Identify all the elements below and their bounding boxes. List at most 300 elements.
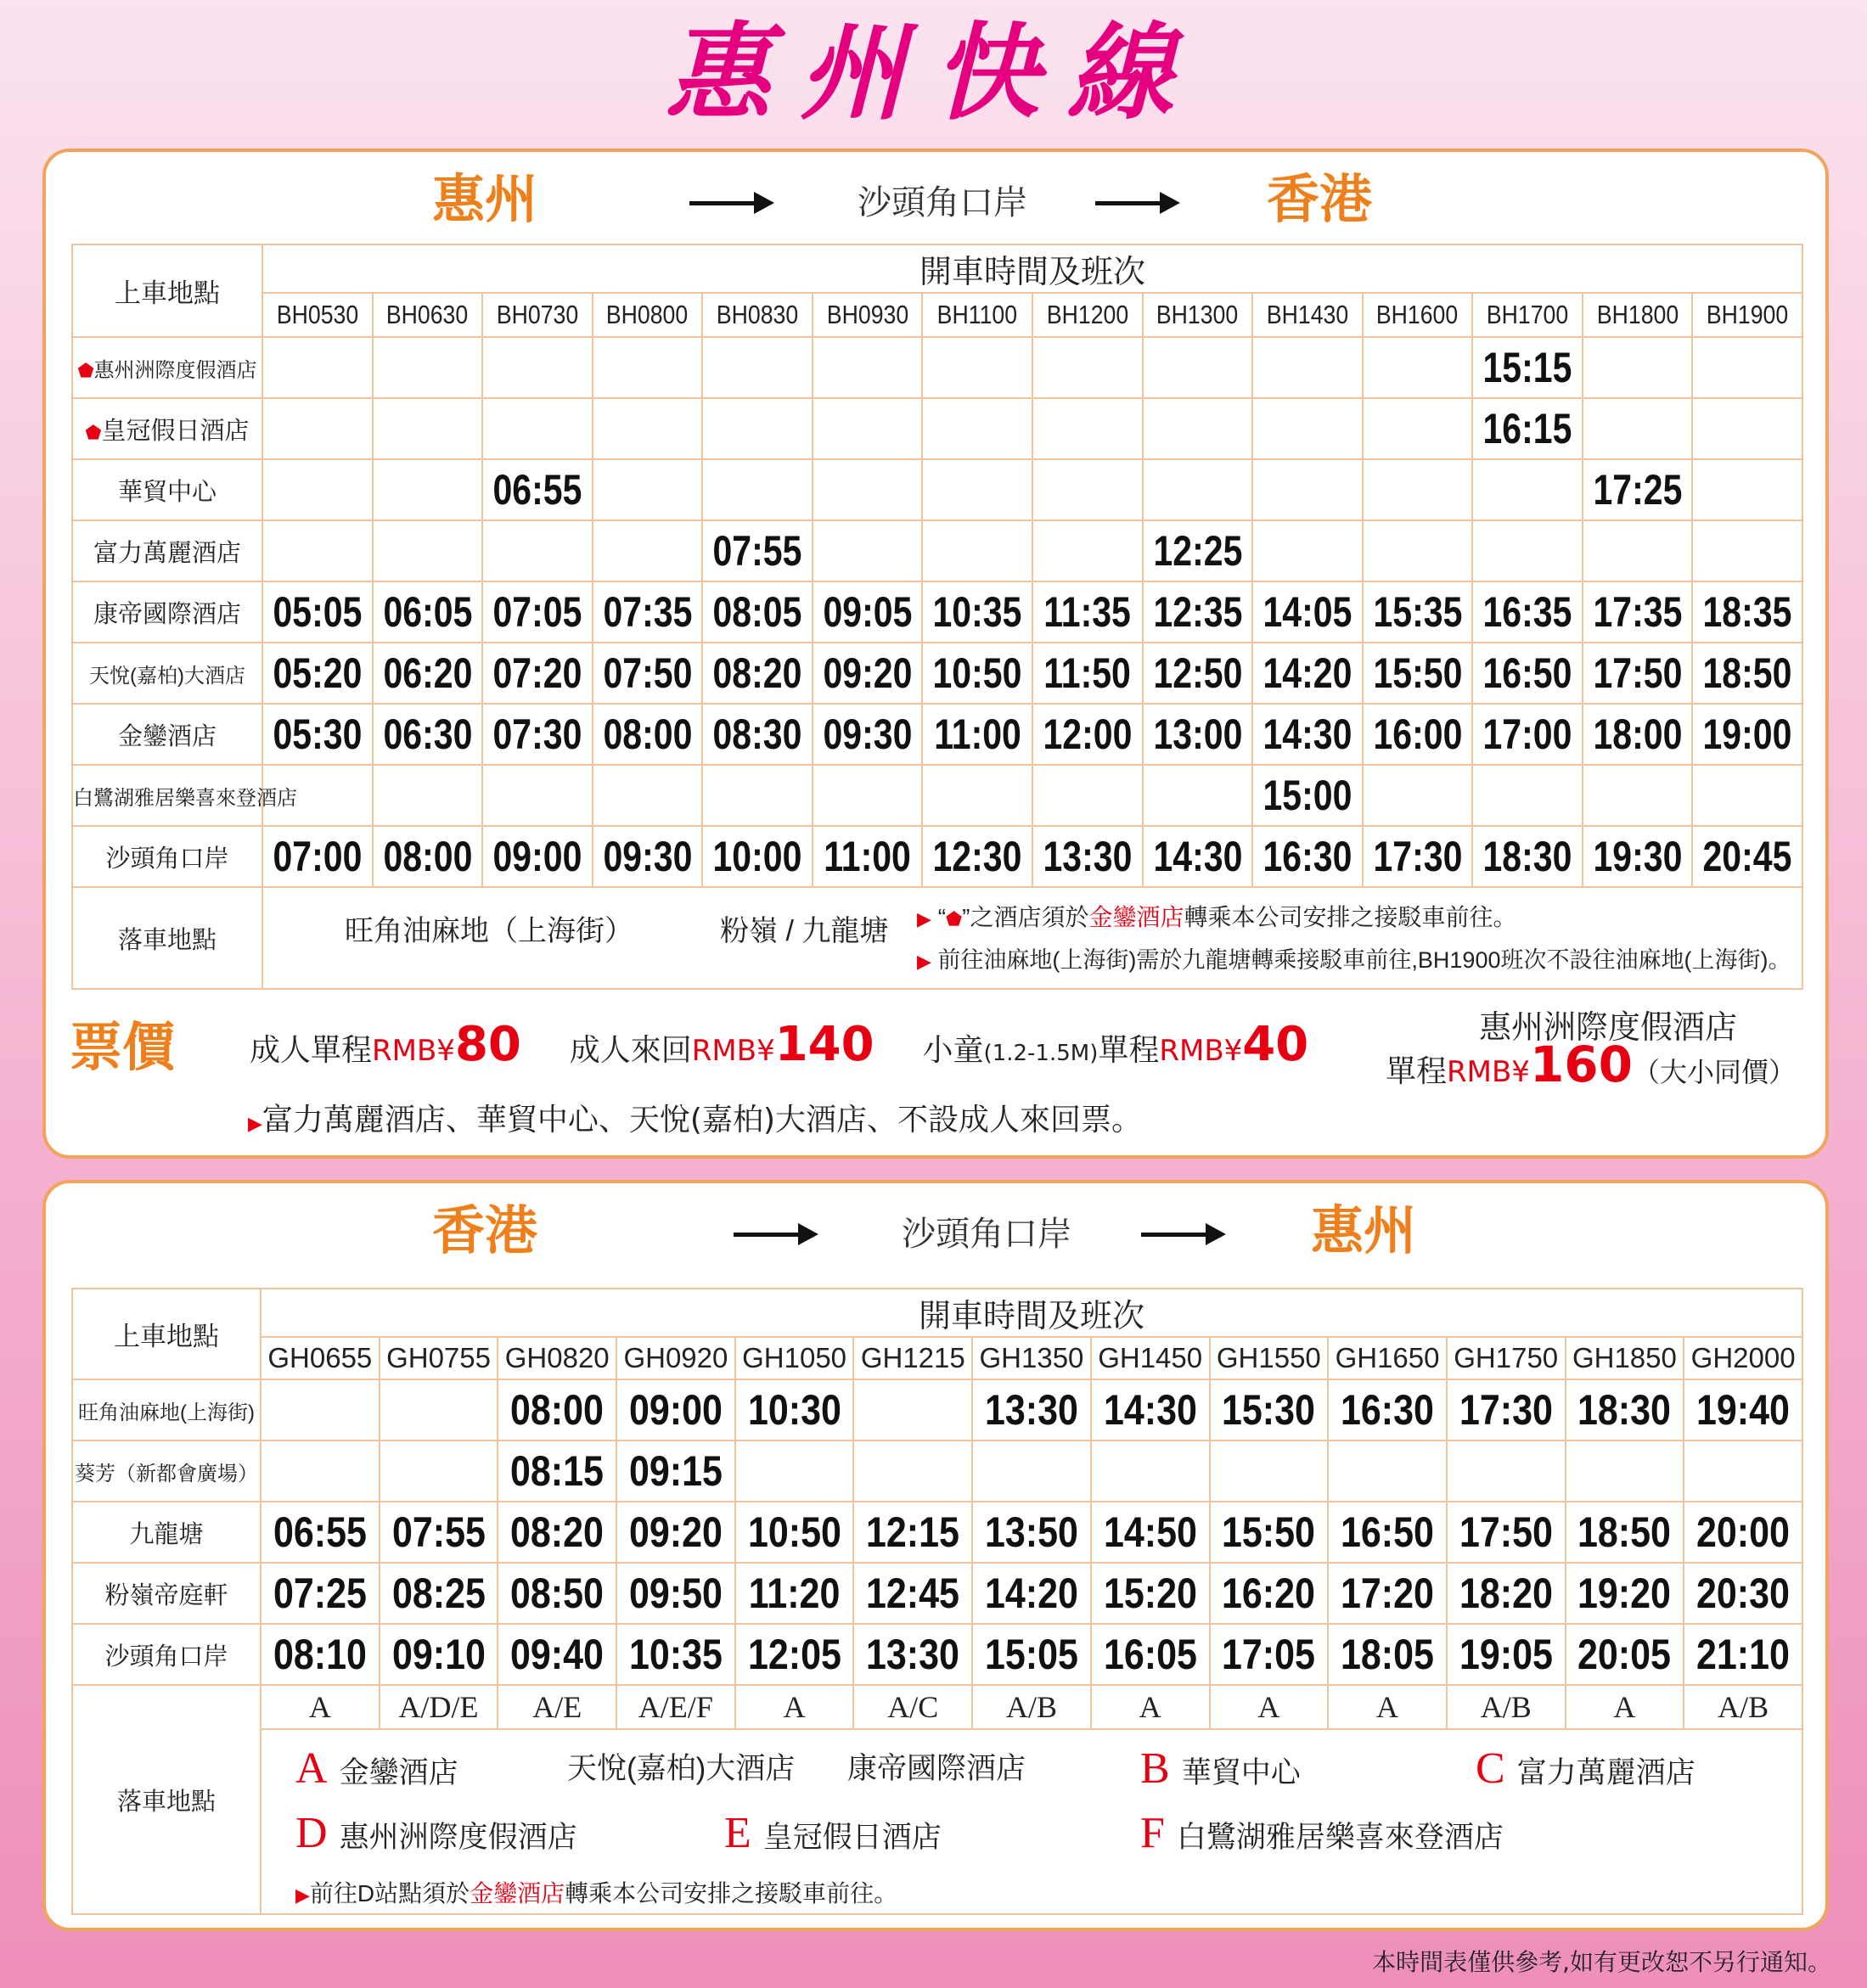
- dropoff-legend: [261, 1729, 1802, 1914]
- departure-time: [482, 826, 593, 887]
- departure-time: [922, 520, 1032, 581]
- time-value: 12:25: [1153, 527, 1242, 575]
- departure-time: [735, 1502, 854, 1563]
- time-value: 15:05: [984, 1631, 1078, 1678]
- departure-time: [1363, 459, 1473, 520]
- time-value: 09:20: [823, 649, 913, 697]
- child-single-price: 40: [1242, 1017, 1309, 1072]
- time-value: 14:05: [1262, 588, 1352, 636]
- trip-code: [1583, 293, 1693, 337]
- departure-time: [373, 581, 483, 643]
- departure-time: [593, 643, 703, 704]
- departure-time: [380, 1624, 498, 1685]
- departure-time: [922, 337, 1032, 398]
- time-value: 08:20: [510, 1508, 605, 1556]
- legend-letter: A: [295, 1744, 328, 1793]
- dropoff-label: 落車地點: [72, 887, 262, 989]
- time-value: 08:10: [273, 1631, 367, 1678]
- time-value: 17:00: [1482, 710, 1572, 758]
- fare-note: [248, 1096, 1142, 1139]
- departure-time: [1583, 581, 1693, 643]
- departure-time: [1692, 704, 1802, 765]
- departure-time: [1143, 581, 1253, 643]
- departure-time: [813, 704, 923, 765]
- time-value: 17:50: [1459, 1508, 1553, 1556]
- time-value: 12:35: [1153, 588, 1242, 636]
- time-value: 11:00: [933, 710, 1021, 758]
- time-value: 16:35: [1482, 588, 1572, 636]
- timetable-hk-hz: [71, 1288, 1803, 1915]
- departure-time: [922, 765, 1032, 826]
- time-value: 05:30: [273, 710, 363, 758]
- triangle-right-icon: ▶: [248, 1114, 262, 1135]
- time-value: 16:50: [1341, 1508, 1435, 1556]
- departure-time: [380, 1502, 498, 1563]
- departure-time: [702, 581, 813, 643]
- departure-time: [1210, 1563, 1329, 1624]
- departure-time: [702, 398, 813, 459]
- departure-time: [498, 1563, 616, 1624]
- time-value: 15:50: [1222, 1508, 1316, 1556]
- trip-code: GH0920: [616, 1337, 735, 1379]
- legend-item: [847, 1746, 1026, 1792]
- note-hotel: 金鑾酒店: [1088, 904, 1184, 930]
- departure-time: [813, 826, 923, 887]
- trip-code: GH1350: [972, 1337, 1091, 1379]
- departure-time: [482, 765, 593, 826]
- trip-code: GH1215: [853, 1337, 972, 1379]
- child-label: 小童: [922, 1033, 984, 1068]
- departure-time: [972, 1563, 1091, 1624]
- departure-time: [1566, 1624, 1684, 1685]
- note-text: 轉乘本公司安排之接駁車前往。: [565, 1880, 898, 1907]
- departure-time: [1692, 765, 1802, 826]
- departure-time: [1566, 1440, 1684, 1502]
- special-price: 160: [1529, 1036, 1634, 1093]
- time-value: 20:00: [1696, 1508, 1791, 1556]
- departure-time: [1363, 765, 1473, 826]
- time-value: 17:30: [1373, 833, 1463, 880]
- trip-code: GH1450: [1091, 1337, 1210, 1379]
- departure-time: [261, 1379, 380, 1440]
- departure-time: [813, 581, 923, 643]
- time-value: 12:50: [1153, 649, 1242, 697]
- departure-time: [262, 520, 373, 581]
- time-value: 10:50: [747, 1508, 841, 1556]
- time-value: 12:05: [747, 1631, 841, 1678]
- departure-time: [1472, 398, 1583, 459]
- time-value: 07:55: [391, 1508, 486, 1556]
- stop-name: 白鷺湖雅居樂喜來登酒店: [73, 786, 297, 810]
- time-value: 07:25: [273, 1570, 367, 1617]
- time-value: 16:30: [1262, 833, 1352, 880]
- time-value: 15:00: [1262, 772, 1352, 819]
- table-row: [72, 520, 1802, 581]
- trip-code: GH0755: [380, 1337, 498, 1379]
- departure-time: [1032, 398, 1143, 459]
- time-value: 09:30: [823, 710, 913, 758]
- time-value: 10:35: [628, 1631, 723, 1678]
- time-value: 07:35: [603, 588, 693, 636]
- dropoff-code: A: [1566, 1685, 1684, 1729]
- time-value: 12:00: [1043, 710, 1133, 758]
- pickup-stop: [72, 581, 262, 643]
- trip-code: [262, 293, 373, 337]
- departure-time: [1091, 1502, 1210, 1563]
- trip-code-text: BH1300: [1156, 300, 1239, 329]
- departure-time: [1472, 826, 1583, 887]
- time-value: 07:05: [492, 588, 582, 636]
- time-value: 06:30: [383, 710, 472, 758]
- time-value: 09:00: [492, 833, 582, 880]
- time-value: 15:50: [1373, 649, 1463, 697]
- trip-code: GH2000: [1684, 1337, 1802, 1379]
- legend-name: 皇冠假日酒店: [762, 1821, 942, 1854]
- note-text: 前往油麻地(上海街)需於九龍塘轉乘接駁車前往,BH1900班次不設往油麻地(上海街)。: [931, 947, 1791, 973]
- page-title: 惠州快線: [665, 13, 1202, 135]
- departure-time: [593, 459, 703, 520]
- departure-time: [1032, 581, 1143, 643]
- departure-time: [1692, 398, 1802, 459]
- trip-code: GH0820: [498, 1337, 616, 1379]
- departure-time: [380, 1563, 498, 1624]
- time-value: 13:30: [866, 1631, 960, 1678]
- departure-time: [1210, 1502, 1329, 1563]
- table-row: [72, 459, 1802, 520]
- departure-time: [1472, 337, 1583, 398]
- time-value: 10:30: [747, 1386, 841, 1434]
- departure-time: [1566, 1379, 1684, 1440]
- departure-time: [813, 520, 923, 581]
- departure-time: [1252, 765, 1363, 826]
- time-value: 17:50: [1593, 649, 1683, 697]
- departure-time: [972, 1379, 1091, 1440]
- dropoff-code: A/B: [972, 1685, 1091, 1729]
- huizhou-to-hk-panel: [42, 149, 1829, 1159]
- departure-time: [813, 398, 923, 459]
- departure-time: [813, 765, 923, 826]
- dropoff-code: A: [1091, 1685, 1210, 1729]
- pickup-stop: [72, 704, 262, 765]
- departure-time: [702, 337, 813, 398]
- triangle-right-icon: ▶: [917, 908, 931, 929]
- departure-time: [1363, 826, 1473, 887]
- time-value: 14:30: [1262, 710, 1352, 758]
- time-value: 13:00: [1153, 710, 1242, 758]
- time-value: 20:45: [1702, 833, 1792, 880]
- departure-time: [593, 337, 703, 398]
- departure-time: [373, 337, 483, 398]
- time-value: 15:15: [1482, 344, 1572, 391]
- time-value: 06:55: [273, 1508, 367, 1556]
- time-value: 16:05: [1103, 1631, 1197, 1678]
- departure-time: [482, 459, 593, 520]
- origin-city: 惠州: [432, 168, 538, 230]
- departure-time: [1143, 643, 1253, 704]
- departure-time: [1363, 643, 1473, 704]
- time-value: 15:20: [1103, 1570, 1197, 1617]
- departure-time: [1143, 337, 1253, 398]
- departure-time: [853, 1563, 972, 1624]
- trip-code-text: BH0630: [386, 300, 469, 329]
- table-row: [72, 1563, 1802, 1624]
- time-value: 08:20: [712, 649, 802, 697]
- departure-time: [702, 643, 813, 704]
- departure-time: [373, 826, 483, 887]
- fare-label: 票價: [70, 1016, 176, 1078]
- shuttle-note: [917, 941, 1791, 974]
- time-value: 17:35: [1593, 588, 1683, 636]
- time-value: 05:20: [273, 649, 363, 697]
- adult-single-label: 成人單程: [250, 1033, 373, 1068]
- destination-city: 香港: [1267, 168, 1373, 230]
- trip-code: GH1550: [1210, 1337, 1329, 1379]
- departure-time: [1143, 765, 1253, 826]
- legend-item: [1476, 1746, 1695, 1796]
- stop-name: 惠州洲際度假酒店: [93, 358, 257, 382]
- child-single-label: 單程: [1098, 1033, 1160, 1068]
- time-value: 08:15: [510, 1447, 605, 1495]
- departure-time: [1692, 337, 1802, 398]
- table-row: [72, 1440, 1802, 1502]
- trip-code-text: BH0800: [606, 300, 689, 329]
- triangle-right-icon: ▶: [917, 951, 931, 972]
- table-row: [72, 643, 1802, 704]
- pickup-stop: [72, 520, 262, 581]
- departure-time: [1447, 1502, 1566, 1563]
- departure-time: [735, 1440, 854, 1502]
- trip-code-text: BH1700: [1486, 300, 1569, 329]
- time-value: 07:30: [492, 710, 582, 758]
- departure-time: [262, 704, 373, 765]
- transfer-note: [295, 1875, 897, 1909]
- departure-time: [735, 1563, 854, 1624]
- stop-name: 康帝國際酒店: [93, 600, 241, 628]
- destination-city: 惠州: [1311, 1199, 1417, 1261]
- time-value: 09:40: [510, 1631, 605, 1678]
- departure-time: [1252, 826, 1363, 887]
- trip-code-text: BH0930: [826, 300, 908, 329]
- departure-time: [616, 1502, 735, 1563]
- departure-time: [1363, 398, 1473, 459]
- time-value: 08:05: [712, 588, 802, 636]
- departure-time: [1583, 765, 1693, 826]
- departure-time: [1032, 765, 1143, 826]
- time-value: 12:15: [866, 1508, 960, 1556]
- schedule-header: 開車時間及班次: [262, 244, 1802, 293]
- table-row: [72, 704, 1802, 765]
- arrow-right-icon: [1095, 201, 1175, 205]
- time-value: 18:05: [1341, 1631, 1435, 1678]
- departure-time: [262, 398, 373, 459]
- departure-time: [482, 643, 593, 704]
- pickup-stop: 旺角油麻地(上海街): [72, 1379, 261, 1440]
- departure-time: [1210, 1624, 1329, 1685]
- departure-time: [1252, 398, 1363, 459]
- time-value: 16:50: [1482, 649, 1572, 697]
- stop-name: 華貿中心: [117, 478, 217, 506]
- trip-code: [373, 293, 483, 337]
- dropoff-code: A/E/F: [616, 1685, 735, 1729]
- time-value: 07:55: [712, 527, 802, 575]
- time-value: 16:00: [1373, 710, 1463, 758]
- pickup-stop: [72, 826, 262, 887]
- stop-name: 金鑾酒店: [117, 722, 217, 750]
- trip-code: [1692, 293, 1802, 337]
- note-text: ”之酒店須於: [962, 904, 1089, 930]
- trip-code: [813, 293, 923, 337]
- departure-time: [1692, 520, 1802, 581]
- arrow-right-icon: [734, 1233, 813, 1237]
- departure-time: [373, 704, 483, 765]
- departure-time: [1684, 1502, 1802, 1563]
- time-value: 11:20: [748, 1570, 841, 1617]
- departure-time: [380, 1379, 498, 1440]
- departure-time: [1583, 704, 1693, 765]
- trip-code-text: BH1900: [1706, 300, 1789, 329]
- fare-line: [250, 1019, 1308, 1079]
- departure-time: [373, 765, 483, 826]
- departure-time: [616, 1563, 735, 1624]
- time-value: 11:50: [1043, 649, 1132, 697]
- time-value: 09:10: [391, 1631, 486, 1678]
- departure-time: [482, 704, 593, 765]
- departure-time: [1472, 581, 1583, 643]
- time-value: 07:20: [492, 649, 582, 697]
- departure-time: [1684, 1624, 1802, 1685]
- departure-time: [1583, 337, 1693, 398]
- legend-letter: E: [724, 1809, 751, 1857]
- trip-code-text: BH1100: [936, 300, 1018, 329]
- trip-code: GH1750: [1447, 1337, 1566, 1379]
- departure-time: [1363, 704, 1473, 765]
- departure-time: [1363, 520, 1473, 581]
- departure-time: [1472, 765, 1583, 826]
- legend-item: [724, 1811, 942, 1861]
- departure-time: [702, 826, 813, 887]
- departure-time: [1692, 643, 1802, 704]
- time-value: 19:40: [1696, 1386, 1791, 1434]
- time-value: 12:45: [866, 1570, 960, 1617]
- arrow-right-icon: [689, 201, 769, 205]
- departure-time: [1032, 826, 1143, 887]
- time-value: 10:35: [932, 588, 1022, 636]
- time-value: 20:05: [1577, 1631, 1672, 1678]
- currency-label: RMB¥: [1447, 1055, 1530, 1089]
- departure-time: [1328, 1502, 1447, 1563]
- trip-code: GH1650: [1328, 1337, 1447, 1379]
- table-row: [72, 765, 1802, 826]
- time-value: 10:00: [712, 833, 802, 880]
- dropoff-destination: 旺角油麻地（上海街）: [345, 915, 633, 947]
- departure-time: [972, 1440, 1091, 1502]
- departure-time: [1583, 643, 1693, 704]
- dropoff-code: A/D/E: [380, 1685, 498, 1729]
- time-value: 14:20: [984, 1570, 1078, 1617]
- time-value: 11:35: [1043, 588, 1132, 636]
- time-value: 19:05: [1459, 1631, 1553, 1678]
- departure-time: [1252, 704, 1363, 765]
- departure-time: [498, 1624, 616, 1685]
- time-value: 09:00: [628, 1386, 723, 1434]
- departure-time: [853, 1502, 972, 1563]
- pickup-stop: [72, 643, 262, 704]
- departure-time: [1692, 826, 1802, 887]
- departure-time: [262, 337, 373, 398]
- time-value: 18:00: [1593, 710, 1683, 758]
- transfer-note: [917, 899, 1517, 933]
- departure-time: [813, 459, 923, 520]
- trip-code-text: BH0530: [276, 300, 358, 329]
- time-value: 08:25: [391, 1570, 486, 1617]
- dropoff-code: A: [735, 1685, 854, 1729]
- departure-time: [1684, 1379, 1802, 1440]
- departure-time: [1091, 1563, 1210, 1624]
- table-row: [72, 1502, 1802, 1563]
- departure-time: [373, 459, 483, 520]
- trip-code: [1032, 293, 1143, 337]
- legend-name: 白鷺湖雅居樂喜來登酒店: [1176, 1821, 1504, 1854]
- departure-time: [1032, 704, 1143, 765]
- departure-time: [1363, 581, 1473, 643]
- departure-time: [1328, 1563, 1447, 1624]
- currency-label: RMB¥: [1159, 1034, 1243, 1068]
- pickup-stop: 葵芳（新都會廣場）: [72, 1440, 261, 1502]
- departure-time: [702, 765, 813, 826]
- departure-time: [1583, 520, 1693, 581]
- trip-code: [1472, 293, 1583, 337]
- trip-code: GH0655: [261, 1337, 380, 1379]
- legend-item: [295, 1746, 458, 1796]
- departure-time: [702, 520, 813, 581]
- hk-to-huizhou-panel: [42, 1180, 1829, 1931]
- trip-code: [482, 293, 593, 337]
- time-value: 09:05: [823, 588, 913, 636]
- departure-time: [498, 1379, 616, 1440]
- border-crossing: 沙頭角口岸: [858, 183, 1027, 222]
- legend-name: 富力萬麗酒店: [1516, 1756, 1695, 1789]
- trip-code: [922, 293, 1032, 337]
- departure-time: [616, 1379, 735, 1440]
- stop-name: 皇冠假日酒店: [101, 417, 250, 445]
- legend-letter: B: [1140, 1744, 1170, 1793]
- departure-time: [1472, 643, 1583, 704]
- departure-time: [1143, 826, 1253, 887]
- time-value: 16:20: [1222, 1570, 1316, 1617]
- departure-time: [922, 581, 1032, 643]
- departure-time: [1472, 520, 1583, 581]
- time-value: 16:15: [1482, 405, 1572, 452]
- trip-code: [1252, 293, 1363, 337]
- time-value: 06:55: [492, 466, 582, 514]
- origin-city: 香港: [432, 1199, 538, 1261]
- departure-time: [593, 765, 703, 826]
- time-value: 18:50: [1577, 1508, 1672, 1556]
- time-value: 08:00: [603, 710, 693, 758]
- pickup-header: 上車地點: [72, 244, 262, 337]
- legend-name: 天悅(嘉柏)大酒店: [567, 1752, 796, 1785]
- legend-name: 華貿中心: [1181, 1756, 1301, 1789]
- departure-time: [261, 1440, 380, 1502]
- time-value: 09:50: [628, 1570, 723, 1617]
- note-text: 轉乘本公司安排之接駁車前往。: [1184, 904, 1517, 930]
- departure-time: [261, 1624, 380, 1685]
- departure-time: [593, 581, 703, 643]
- pickup-stop: [72, 765, 297, 826]
- departure-time: [373, 398, 483, 459]
- departure-time: [922, 826, 1032, 887]
- time-value: 21:10: [1696, 1631, 1791, 1678]
